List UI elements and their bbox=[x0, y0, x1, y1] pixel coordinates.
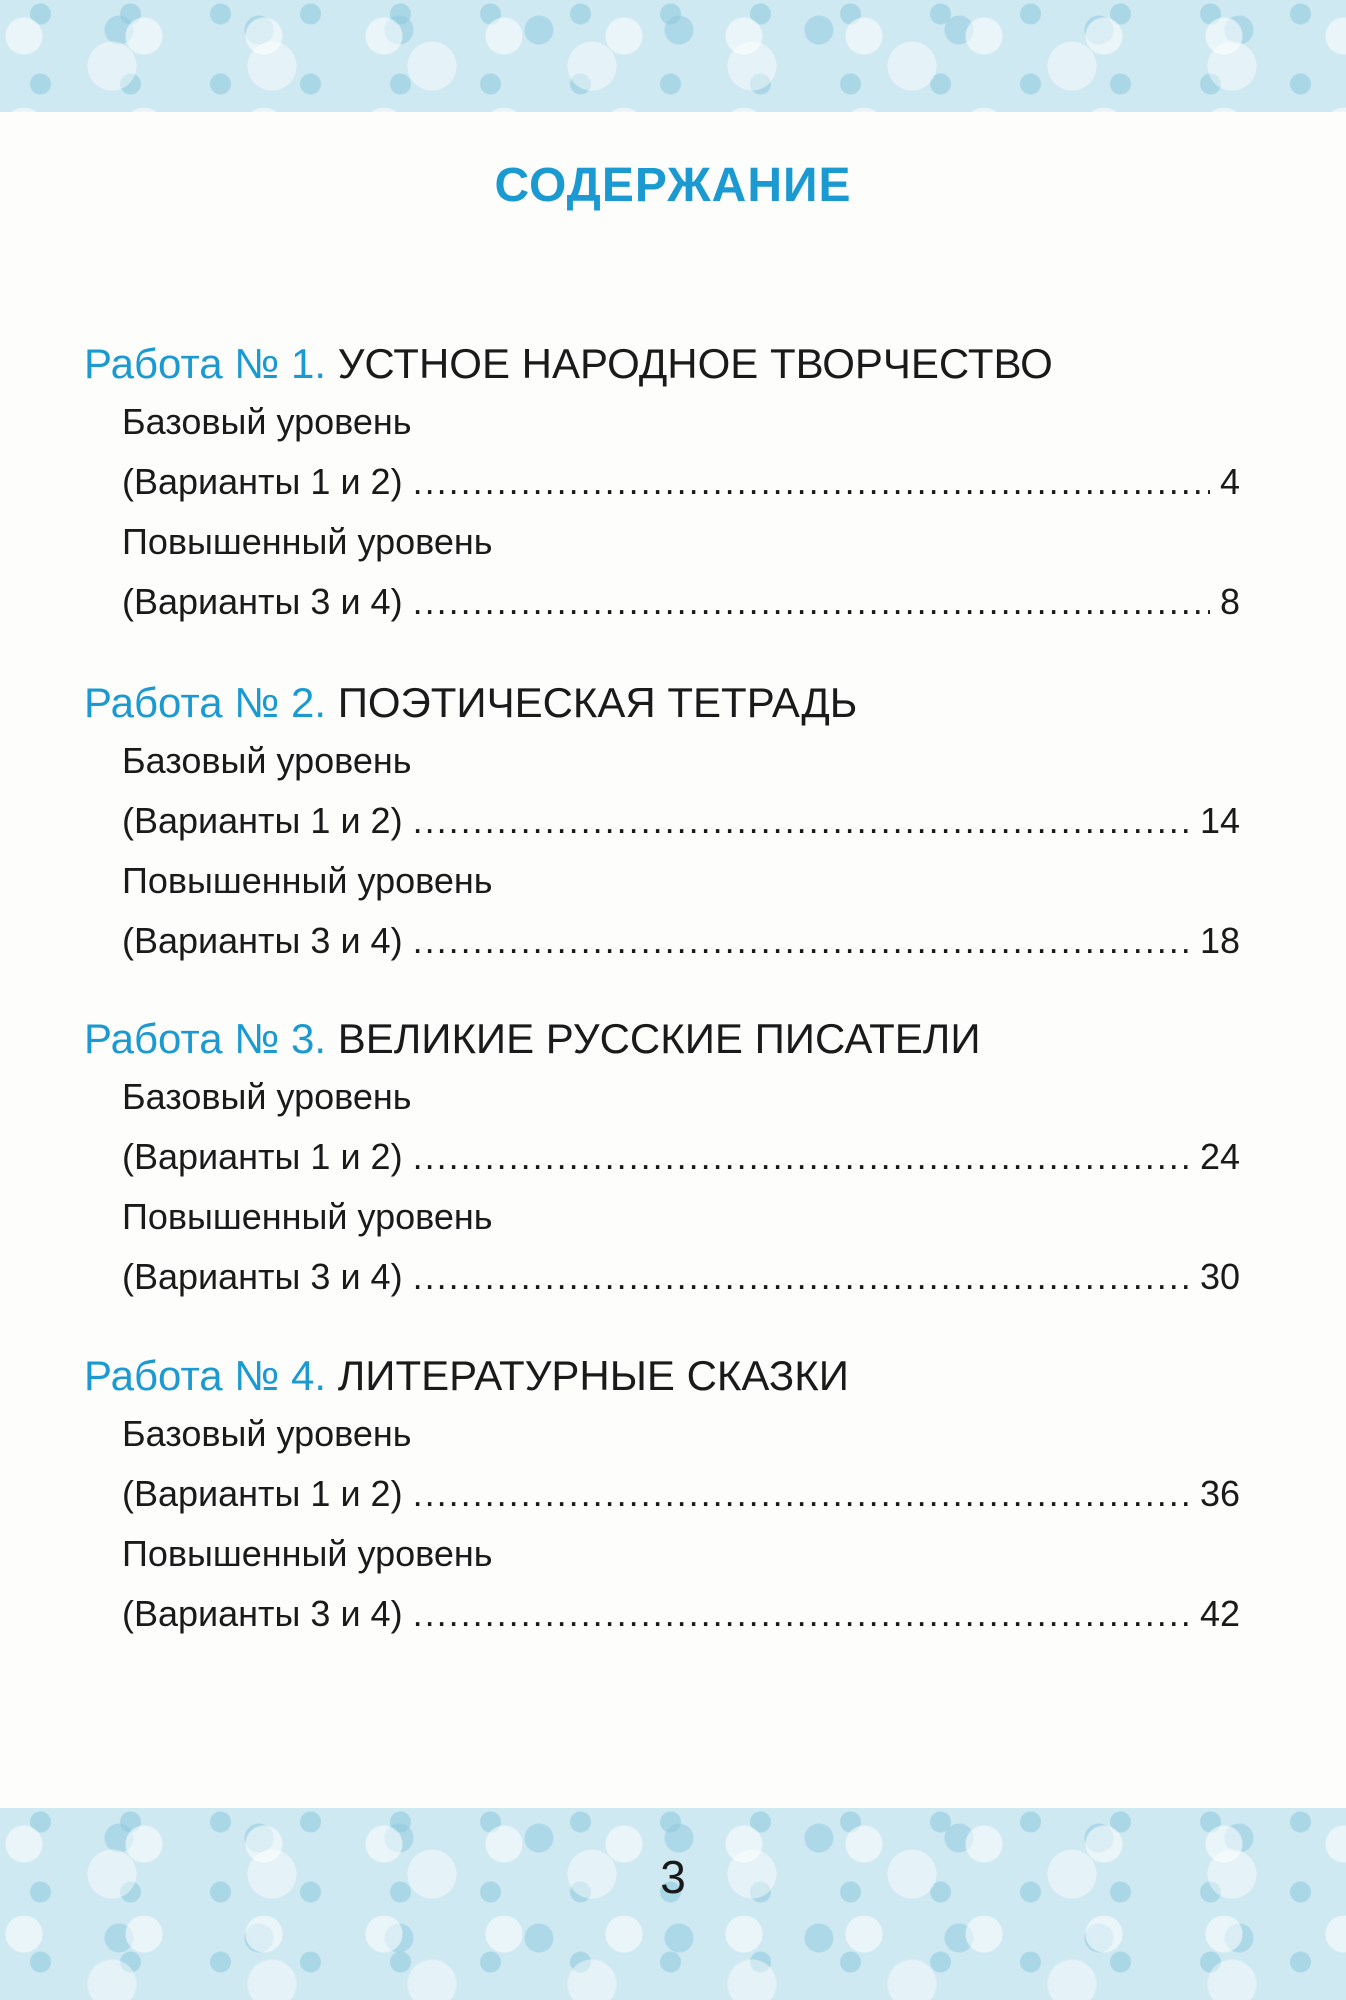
dot-leader bbox=[413, 791, 1190, 851]
page-title: СОДЕРЖАНИЕ bbox=[494, 159, 852, 212]
page-number: 3 bbox=[660, 1851, 686, 1903]
variants-label: (Варианты 1 и 2) bbox=[122, 1136, 403, 1177]
decorative-top-band bbox=[0, 0, 1346, 112]
work-number: Работа № 2. bbox=[84, 679, 327, 726]
page-ref: 36 bbox=[1199, 1473, 1240, 1514]
section-heading bbox=[84, 1348, 1240, 1404]
dot-leader bbox=[413, 1247, 1190, 1307]
toc-entry-basic[interactable] bbox=[122, 452, 1240, 512]
dot-leader bbox=[413, 572, 1210, 632]
basic-level-label: Базовый уровень bbox=[122, 1076, 412, 1117]
page-ref: 8 bbox=[1219, 581, 1240, 622]
variants-label: (Варианты 1 и 2) bbox=[122, 461, 403, 502]
toc-entry-advanced[interactable] bbox=[122, 911, 1240, 971]
variants-label: (Варианты 3 и 4) bbox=[122, 581, 403, 622]
basic-level-label: Базовый уровень bbox=[122, 740, 412, 781]
dot-leader bbox=[413, 452, 1210, 512]
work-title: ЛИТЕРАТУРНЫЕ СКАЗКИ bbox=[337, 1352, 849, 1399]
toc-entry-basic[interactable] bbox=[122, 1127, 1240, 1187]
advanced-level-label: Повышенный уровень bbox=[122, 1196, 493, 1237]
toc-entry-advanced[interactable] bbox=[122, 1584, 1240, 1644]
page-ref: 14 bbox=[1199, 800, 1240, 841]
toc-section-2 bbox=[84, 675, 1240, 971]
variants-label: (Варианты 3 и 4) bbox=[122, 1593, 403, 1634]
page-ref: 42 bbox=[1199, 1593, 1240, 1634]
variants-label: (Варианты 3 и 4) bbox=[122, 920, 403, 961]
dot-leader bbox=[413, 911, 1190, 971]
advanced-level-label: Повышенный уровень bbox=[122, 860, 493, 901]
toc-entry-basic[interactable] bbox=[122, 791, 1240, 851]
variants-label: (Варианты 3 и 4) bbox=[122, 1256, 403, 1297]
variants-label: (Варианты 1 и 2) bbox=[122, 800, 403, 841]
work-number: Работа № 1. bbox=[84, 340, 327, 387]
work-title: ПОЭТИЧЕСКАЯ ТЕТРАДЬ bbox=[337, 679, 858, 726]
work-number: Работа № 3. bbox=[84, 1015, 327, 1062]
decorative-bottom-band bbox=[0, 1808, 1346, 2000]
section-heading bbox=[84, 336, 1240, 392]
toc-entry-advanced[interactable] bbox=[122, 572, 1240, 632]
section-heading bbox=[84, 675, 1240, 731]
dot-leader bbox=[413, 1584, 1190, 1644]
variants-label: (Варианты 1 и 2) bbox=[122, 1473, 403, 1514]
advanced-level-label: Повышенный уровень bbox=[122, 521, 493, 562]
basic-level-label: Базовый уровень bbox=[122, 401, 412, 442]
work-title: УСТНОЕ НАРОДНОЕ ТВОРЧЕСТВО bbox=[337, 340, 1053, 387]
work-number: Работа № 4. bbox=[84, 1352, 327, 1399]
basic-level-label: Базовый уровень bbox=[122, 1413, 412, 1454]
dot-leader bbox=[413, 1127, 1190, 1187]
section-heading bbox=[84, 1011, 1240, 1067]
toc-entry-advanced[interactable] bbox=[122, 1247, 1240, 1307]
advanced-level-label: Повышенный уровень bbox=[122, 1533, 493, 1574]
page-ref: 18 bbox=[1199, 920, 1240, 961]
toc-section-1 bbox=[84, 336, 1240, 632]
page-ref: 24 bbox=[1199, 1136, 1240, 1177]
toc-section-4 bbox=[84, 1348, 1240, 1644]
page-ref: 30 bbox=[1199, 1256, 1240, 1297]
dot-leader bbox=[413, 1464, 1190, 1524]
toc-section-3 bbox=[84, 1011, 1240, 1307]
page-ref: 4 bbox=[1219, 461, 1240, 502]
work-title: ВЕЛИКИЕ РУССКИЕ ПИСАТЕЛИ bbox=[337, 1015, 981, 1062]
toc-entry-basic[interactable] bbox=[122, 1464, 1240, 1524]
